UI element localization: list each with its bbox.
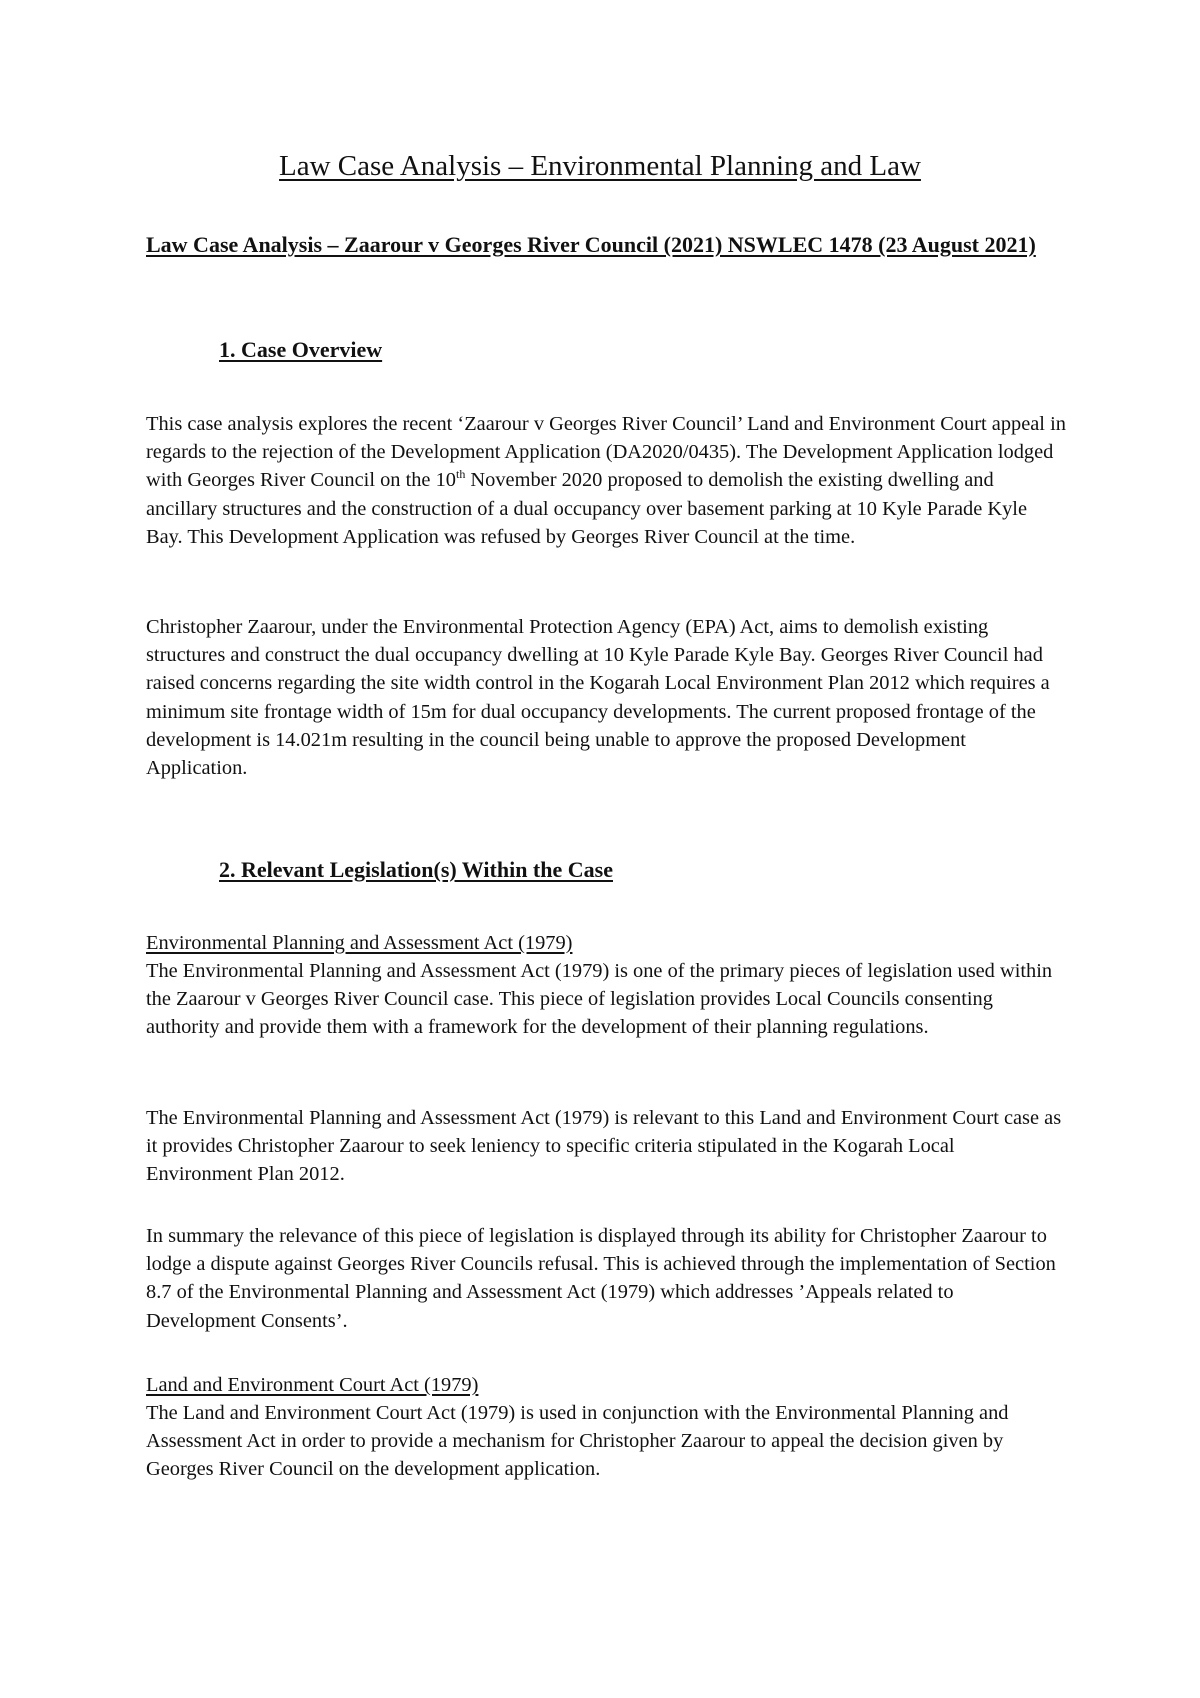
section-heading-relevant-legislation: 2. Relevant Legislation(s) Within the Case xyxy=(219,857,613,882)
case-overview-paragraph-1 xyxy=(146,410,1066,551)
epa-act-paragraph-2: The Environmental Planning and Assessment Act (1979) is relevant to this Land and Environment Court case as it provides Christopher Zaarour to seek leniency to specific criteria stipulated in the Kogarah Local Environment Plan 2012. xyxy=(146,1107,1062,1186)
epa-act-paragraph-3: In summary the relevance of this piece of legislation is displayed through its ability for Christopher Zaarour to lodge a dispute against Georges River Councils refusal. This is achieved through the implementation of Section 8.7 of the Environmental Planning and Assessment Act (1979) which addresses ’Appeals related to Development Consents’. xyxy=(146,1225,1056,1332)
subheading-epa-act: Environmental Planning and Assessment Act (1979) xyxy=(146,932,573,954)
subheading-lec-act: Land and Environment Court Act (1979) xyxy=(146,1374,479,1396)
section-heading-case-overview: 1. Case Overview xyxy=(219,337,383,362)
case-overview-paragraph-1-text-end: November 2020 proposed to demolish the existing dwelling and ancillary structures and the construction of a dual occupancy over basement parking at 10 Kyle Parade Kyle Bay. This Development Application was refused by Georges River Council at the time. xyxy=(146,469,1028,548)
document-title: Law Case Analysis – Environmental Planning and Law xyxy=(279,150,921,182)
ordinal-suffix: th xyxy=(455,467,466,482)
case-title: Law Case Analysis – Zaarour v Georges River Council (2021) NSWLEC 1478 (23 August 2021) xyxy=(146,232,1036,257)
epa-act-paragraph-1: The Environmental Planning and Assessment Act (1979) is one of the primary pieces of legislation used within the Zaarour v Georges River Council case. This piece of legislation provides Local Councils consenting authority and provide them with a framework for the development of their planning regulations. xyxy=(146,960,1053,1039)
case-overview-paragraph-1-text-start: This case analysis explores the recent ‘Zaarour v Georges River Council’ Land and Environment Court appeal in regards to the rejection of the Development Application (DA2020/0435). The Development Application lodged with Georges River Council on the 10 xyxy=(146,413,1066,492)
lec-act-paragraph-1: The Land and Environment Court Act (1979) is used in conjunction with the Environmental Planning and Assessment Act in order to provide a mechanism for Christopher Zaarour to appeal the decision given by Georges River Council on the development application. xyxy=(146,1402,1009,1481)
case-overview-paragraph-2: Christopher Zaarour, under the Environmental Protection Agency (EPA) Act, aims to demolish existing structures and construct the dual occupancy dwelling at 10 Kyle Parade Kyle Bay. Georges River Council had raised concerns regarding the site width control in the Kogarah Local Environment Plan 2012 which requires a minimum site frontage width of 15m for dual occupancy developments. The current proposed frontage of the development is 14.021m resulting in the council being unable to approve the proposed Development Application. xyxy=(146,616,1050,780)
